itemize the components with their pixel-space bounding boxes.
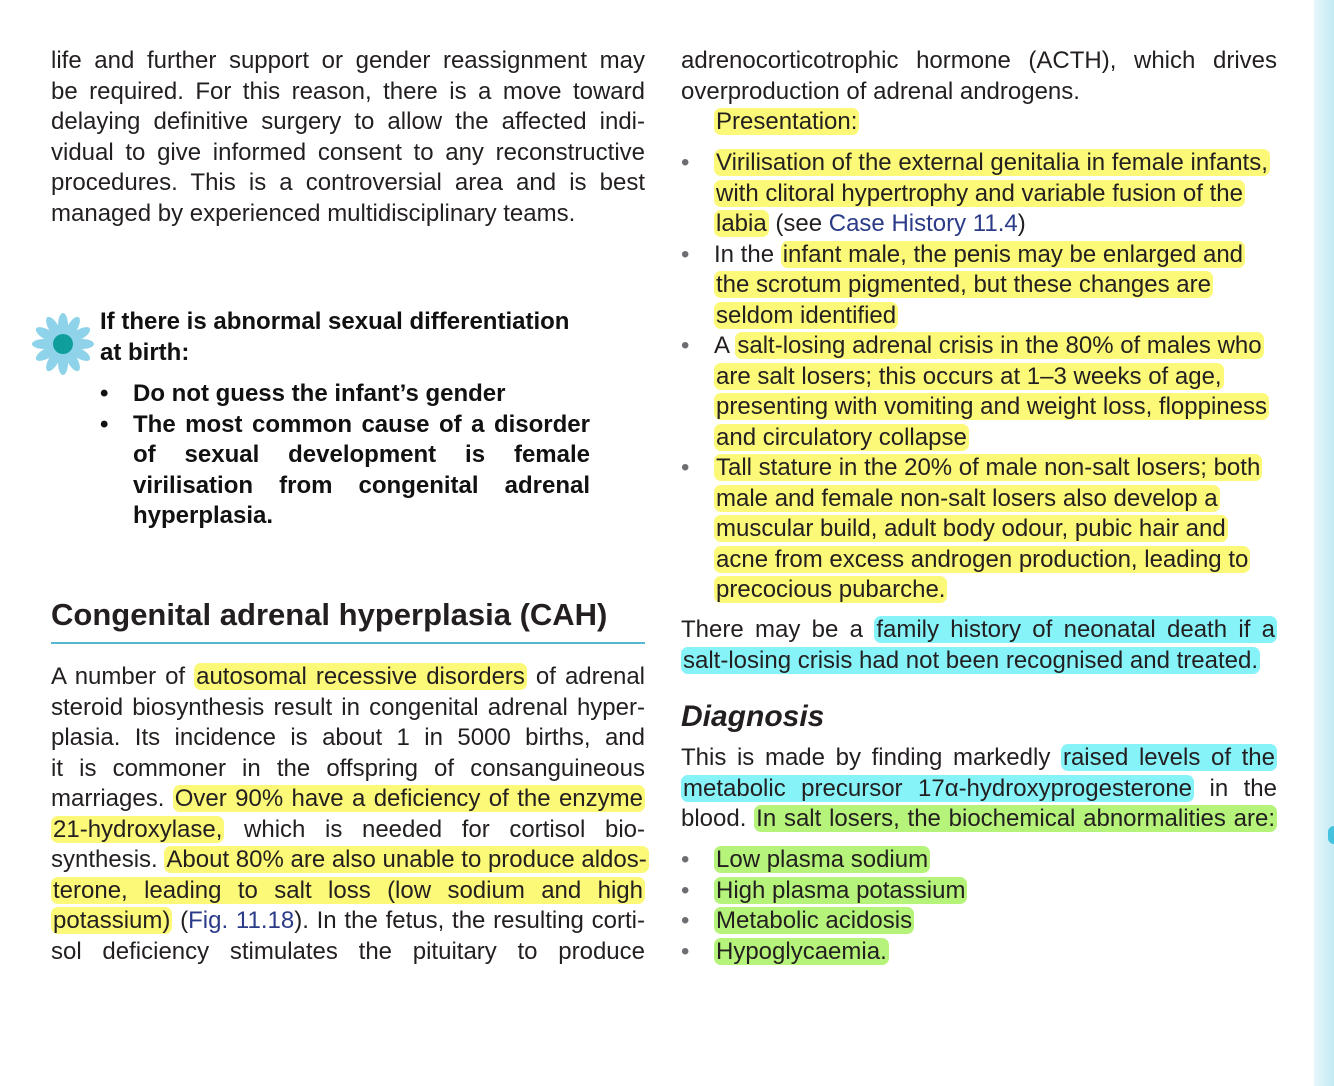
family-history-paragraph: There may be a family history of neonatal death if a salt-losing crisis had not been recognised and treated. xyxy=(681,616,1276,674)
highlight: High plasma potassium xyxy=(716,876,966,904)
cah-line: potassium) (Fig. 11.18). In the fetus, the resulting corti- xyxy=(53,907,645,934)
highlight: Metabolic acidosis xyxy=(716,907,913,934)
abnormality-item xyxy=(681,845,1277,876)
flower-icon xyxy=(30,311,96,377)
abnormality-item xyxy=(681,876,1277,907)
acth-paragraph xyxy=(681,46,1277,107)
intro-paragraph xyxy=(51,46,645,229)
highlight: potassium) xyxy=(53,907,171,934)
diagnosis-paragraph xyxy=(681,743,1277,835)
highlight: infant male, the penis may be enlarged and the scrotum pigmented, but these changes are seldom identified xyxy=(716,240,1244,329)
highlight: raised levels of the xyxy=(1062,744,1275,771)
cah-line xyxy=(51,876,645,907)
diagnosis-line: metabolic precursor 17α-hydroxyprogesterone in the xyxy=(683,774,1277,802)
highlight: In salt losers, the biochemical abnormalities are: xyxy=(756,805,1275,832)
cah-line: A number of autosomal recessive disorders of adrenal xyxy=(51,663,646,690)
highlight: autosomal recessive disorders xyxy=(196,663,525,690)
highlight: Virilisation of the external genitalia in female infants, with clitoral hypertrophy and variable fusion of the labia xyxy=(716,149,1268,237)
callout-list xyxy=(100,379,620,532)
intro-line: managed by experienced multidisciplinary teams. xyxy=(51,199,576,227)
diagnosis-line: This is made by finding markedly raised levels of the xyxy=(681,744,1275,771)
presentation-item xyxy=(681,453,1277,606)
intro-line: be required. For this reason, there is a move toward xyxy=(51,77,645,105)
callout-list-item: • The most common cause of a disorder of sexual development is female virilisation from congenital adrenal hyperplasia. xyxy=(100,410,620,532)
presentation-item: • In the infant male, the penis may be enlarged and the scrotum pigmented, but these changes are seldom identified xyxy=(681,240,1277,332)
cah-line: it is commoner in the offspring of consanguineous xyxy=(51,754,645,782)
acth-line: adrenocorticotrophic hormone (ACTH), which drives xyxy=(681,47,1277,74)
cah-line: marriages. Over 90% have a deficiency of the enzyme xyxy=(51,785,643,812)
highlight: family history of neonatal death if a salt-losing crisis had not been recognised and treated. xyxy=(683,616,1276,674)
presentation-label-row xyxy=(714,107,859,138)
callout-title-line: If there is abnormal sexual differentiation xyxy=(100,308,570,335)
figure-link[interactable]: Fig. 11.18 xyxy=(188,907,295,934)
highlight: terone, leading to salt loss (low sodium and high xyxy=(53,876,643,904)
highlight: metabolic precursor 17α-hydroxyprogesterone xyxy=(683,774,1193,802)
page-edge-marker xyxy=(1328,826,1334,844)
callout-list-item: • Do not guess the infant’s gender xyxy=(100,379,620,410)
highlight: Low plasma sodium xyxy=(716,846,929,873)
intro-line: procedures. This is a controversial area and is best xyxy=(51,169,645,196)
abnormality-item xyxy=(681,937,1277,968)
highlight: Tall stature in the 20% of male non-salt losers; both male and female non-salt losers also develop a muscular build, adult body odour, pubic hair and acne from excess androgen production, leading to precocious pubarche. xyxy=(716,454,1261,603)
highlight: salt-losing adrenal crisis in the 80% of males who are salt losers; this occurs at 1–3 weeks of age, presenting with vomiting and weight loss, floppiness and circulatory collapse xyxy=(716,332,1267,451)
highlight: About 80% are also unable to produce aldos- xyxy=(166,846,647,873)
callout-title xyxy=(100,307,569,368)
highlight: Over 90% have a deficiency of the enzyme xyxy=(174,785,643,812)
section-heading: Congenital adrenal hyperplasia (CAH) xyxy=(51,596,645,644)
cah-line: 21-hydroxylase, which is needed for cortisol bio- xyxy=(53,815,645,843)
callout-title-line: at birth: xyxy=(100,338,190,366)
page-edge-tint xyxy=(1314,0,1334,1086)
presentation-item: • A salt-losing adrenal crisis in the 80% of males who are salt losers; this occurs at 1–3 weeks of age, presenting with vomiting and weight loss, floppiness and circulatory collapse xyxy=(681,331,1277,453)
presentation-label: Presentation: xyxy=(716,108,858,135)
diagnosis-line: blood. In salt losers, the biochemical abnormalities are: xyxy=(681,805,1275,832)
intro-line: vidual to give informed consent to any reconstructive xyxy=(51,138,645,166)
intro-line: life and further support or gender reassignment may xyxy=(51,47,645,74)
highlight: Hypoglycaemia. xyxy=(716,937,887,965)
cah-line: steroid biosynthesis result in congenital adrenal hyper- xyxy=(51,693,645,721)
presentation-list xyxy=(681,148,1277,606)
case-history-link[interactable]: Case History 11.4 xyxy=(828,210,1018,237)
highlight: 21-hydroxylase, xyxy=(53,815,223,843)
cah-paragraph xyxy=(51,662,645,967)
abnormalities-list xyxy=(681,845,1277,967)
cah-line: synthesis. About 80% are also unable to produce aldos- xyxy=(51,846,647,873)
cah-line: sol deficiency stimulates the pituitary to produce xyxy=(51,937,645,965)
diagnosis-heading: Diagnosis xyxy=(681,700,825,733)
intro-line: delaying definitive surgery to allow the affected indi- xyxy=(51,108,645,135)
acth-line: overproduction of adrenal androgens. xyxy=(681,77,1080,105)
presentation-item: • Virilisation of the external genitalia in female infants, with clitoral hypertrophy and variable fusion of the labia (see Case History 11.4) xyxy=(681,148,1277,240)
cah-line: plasia. Its incidence is about 1 in 5000 births, and xyxy=(51,724,645,751)
abnormality-item xyxy=(681,906,1277,937)
